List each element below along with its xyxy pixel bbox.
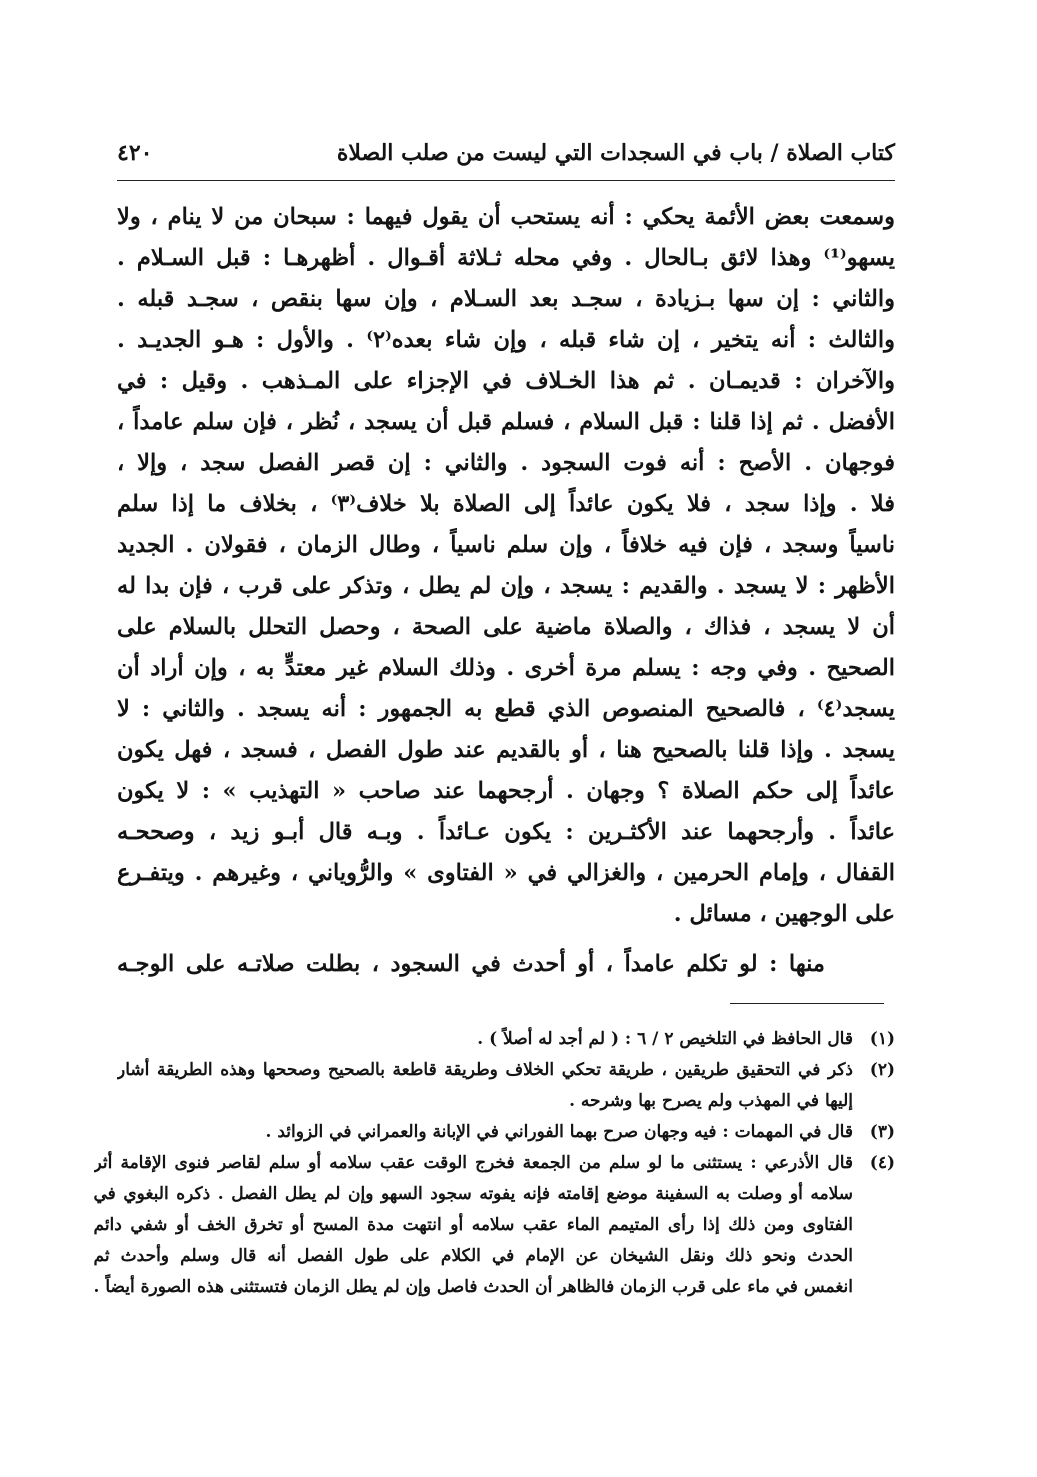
- footnote: [93, 1148, 895, 1303]
- text-line: الأظهر : لا يسجد . والقديم : يسجد ، وإن لم يطل ، وتذكر على قرب ، فإن بدا له: [117, 573, 895, 599]
- chapter-title: كتاب الصلاة / باب في السجدات التي ليست من صلب الصلاة: [336, 140, 895, 166]
- text-line: ناسياً وسجد ، فإن فيه خلافاً ، وإن سلم ناسياً ، وطال الزمان ، فقولان . الجديد: [117, 532, 895, 558]
- text-line: يسجد⁽٤⁾ ، فالصحيح المنصوص الذي قطع به الجمهور : أنه يسجد . والثاني : لا: [117, 696, 895, 722]
- text-line: عائداً . وأرجحهما عند الأكثـرين : يكون عـائداً . وبـه قال أبـو زيد ، وصححـه: [117, 819, 895, 845]
- footnotes: [93, 1024, 895, 1303]
- footnote: [117, 1024, 895, 1055]
- text-line: الصحيح . وفي وجه : يسلم مرة أخرى . وذلك السلام غير معتدٍّ به ، وإن أراد أن: [117, 655, 895, 681]
- main-text: [117, 197, 895, 985]
- footnote-number: (٢): [869, 1060, 895, 1080]
- footnote-line: قال الحافظ في التلخيص ٢ / ٦ : ( لم أجد له أصلاً ) .: [477, 1029, 853, 1049]
- footnote-number: (١): [869, 1029, 895, 1049]
- page-number: ٤٢٠: [117, 140, 153, 166]
- text-line: وسمعت بعض الأئمة يحكي : أنه يستحب أن يقول فيهما : سبحان من لا ينام ، ولا: [117, 204, 895, 230]
- text-line: يسهو⁽¹⁾ وهذا لائق بـالحال . وفي محله ثـلاثة أقـوال . أظهرهـا : قبل السـلام .: [117, 245, 895, 271]
- running-header: [117, 140, 895, 181]
- text-line: الأفضل . ثم إذا قلنا : قبل السلام ، فسلم قبل أن يسجد ، نُظر ، فإن سلم عامداً ،: [117, 409, 895, 435]
- text-line: أن لا يسجد ، فذاك ، والصلاة ماضية على الصحة ، وحصل التحلل بالسلام على: [117, 614, 895, 640]
- footnote-number: (٤): [869, 1153, 895, 1173]
- footnote-separator: [730, 1003, 884, 1004]
- text-line: فلا . وإذا سجد ، فلا يكون عائداً إلى الصلاة بلا خلاف⁽٣⁾ ، بخلاف ما إذا سلم: [117, 491, 895, 517]
- footnote-number: (٣): [869, 1122, 895, 1142]
- footnote: [117, 1117, 895, 1148]
- text-line: عائداً إلى حكم الصلاة ؟ وجهان . أرجحهما عند صاحب « التهذيب » : لا يكون: [117, 778, 895, 804]
- footnote-line: إليها في المهذب ولم يصرح بها وشرحه .: [569, 1091, 853, 1111]
- text-line: والثاني : إن سها بـزيادة ، سجـد بعد السـلام ، وإن سها بنقص ، سجـد قبله .: [117, 286, 895, 312]
- footnote-line: انغمس في ماء على قرب الزمان فالظاهر أن الحدث فاصل وإن لم يطل الزمان فتستثنى هذه الصورة أيضاً .: [93, 1277, 853, 1297]
- footnote-line: قال في المهمات : فيه وجهان صرح بهما الفوراني في الإبانة والعمراني في الزوائد .: [265, 1122, 853, 1142]
- text-line: على الوجهين ، مسائل .: [673, 901, 895, 927]
- footnote: [117, 1055, 895, 1117]
- footnote-line: ذكر في التحقيق طريقين ، طريقة تحكي الخلاف وطريقة قاطعة بالصحيح وصححها وهذه الطريقة أشار: [117, 1060, 853, 1080]
- footnote-line: سلامه أو وصلت به السفينة موضع إقامته فإنه يفوته سجود السهو وإن لم يطل الفصل . ذكره البغوي في: [93, 1184, 853, 1204]
- text-line: يسجد . وإذا قلنا بالصحيح هنا ، أو بالقديم عند طول الفصل ، فسجد ، فهل يكون: [117, 737, 895, 763]
- text-line: والآخران : قديمـان . ثم هذا الخـلاف في الإجزاء على المـذهب . وقيل : في: [117, 368, 895, 394]
- footnote-line: قال الأذرعي : يستثنى ما لو سلم من الجمعة فخرج الوقت عقب سلامه أو سلم لقاصر فنوى الإقامة أثر: [93, 1153, 853, 1173]
- text-line: القفال ، وإمام الحرمين ، والغزالي في « الفتاوى » والرُّوياني ، وغيرهم . ويتفـرع: [117, 860, 895, 886]
- footnote-line: الفتاوى ومن ذلك إذا رأى المتيمم الماء عقب سلامه أو انتهت مدة المسح أو تخرق الخف أو شفي دائم: [93, 1215, 853, 1235]
- text-line: والثالث : أنه يتخير ، إن شاء قبله ، وإن شاء بعده⁽٢⁾ . والأول : هـو الجديـد .: [117, 327, 895, 353]
- next-paragraph-line: منها : لو تكلم عامداً ، أو أحدث في السجود ، بطلت صلاتـه على الوجـه: [117, 951, 825, 977]
- footnote-line: الحدث ونحو ذلك ونقل الشيخان عن الإمام في الكلام على طول الفصل أنه قال وسلم وأحدث ثم: [93, 1246, 853, 1266]
- text-line: فوجهان . الأصح : أنه فوت السجود . والثاني : إن قصر الفصل سجد ، وإلا ،: [117, 450, 895, 476]
